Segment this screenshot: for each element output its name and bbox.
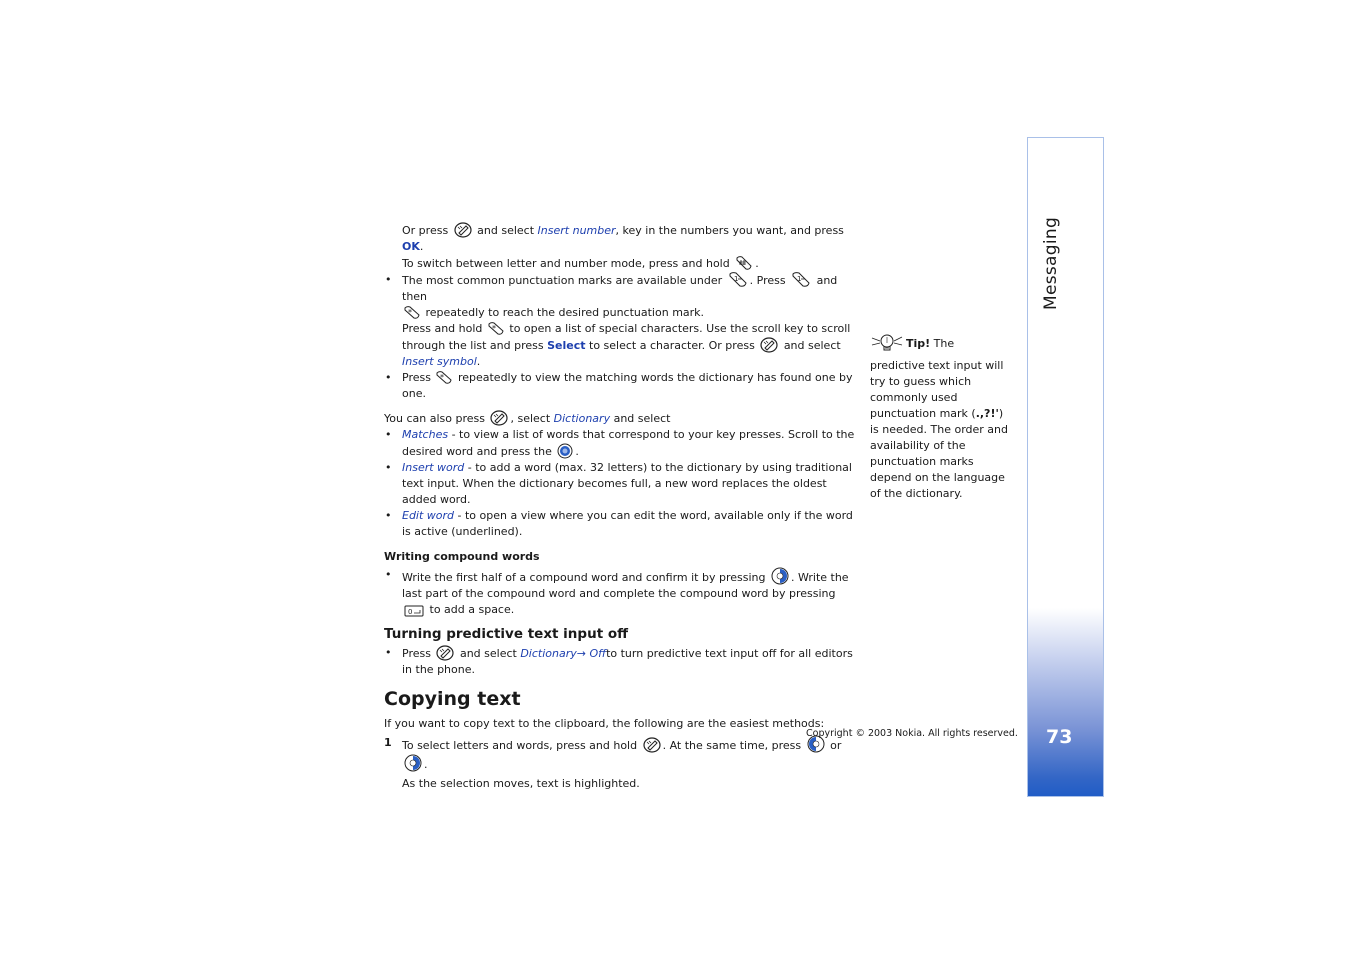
lightbulb-icon (870, 333, 904, 358)
star-key-icon (436, 371, 452, 385)
main-content (384, 222, 856, 792)
list-item: • Edit word - to open a view where you can edit the word, available only if the word is active (underlined). (384, 508, 856, 540)
pencil-key-icon (760, 337, 778, 353)
tip-box: Tip! The predictive text input will try to guess which commonly used punctuation mark (.,?!') is needed. The order and availability of the punctuation marks depend on the language of the dictionary. (870, 333, 1011, 502)
numbered-step: 1 To select letters and words, press and hold . At the same time, press or . As the selection moves, text is highlighted. (384, 735, 856, 792)
svg-text:1: 1 (733, 275, 739, 283)
zero-key-icon (404, 605, 424, 617)
paragraph-special-characters: Press and hold * to open a list of special characters. Use the scroll key to scroll through the list and press Select to select a character. Or press and select Insert symbol. (402, 322, 851, 368)
heading-turning-off: Turning predictive text input off (384, 626, 629, 642)
list-item: • Matches - to view a list of words that correspond to your key presses. Scroll to the desired word and press the . (384, 427, 856, 460)
svg-text:1: 1 (797, 275, 802, 283)
one-key-icon (728, 272, 748, 288)
heading-compound-words: Writing compound words (384, 550, 540, 563)
pencil-key-icon (454, 222, 472, 238)
joystick-right-icon (771, 567, 789, 585)
list-item: • Press * repeatedly to view the matching words the dictionary has found one by one. (384, 370, 856, 402)
pencil-key-icon (436, 645, 454, 661)
svg-text:0: 0 (408, 608, 413, 616)
paragraph-switch-mode: To switch between letter and number mode, press and hold . (402, 257, 759, 270)
scroll-key-icon (557, 443, 573, 459)
paragraph-insert-number: Or press and select Insert number, key in the numbers you want, and press OK. (402, 224, 844, 253)
pencil-key-icon (490, 410, 508, 426)
copyright-footer: Copyright © 2003 Nokia. All rights reserved. (806, 728, 1018, 739)
star-key-icon (488, 322, 504, 336)
list-item: • Insert word - to add a word (max. 32 letters) to the dictionary by using traditional text input. When the dictionary becomes full, a new word replaces the oldest added word. (384, 460, 856, 508)
star-key-icon (404, 306, 420, 320)
paragraph-also-press: You can also press , select Dictionary and select (384, 412, 671, 425)
svg-text:*: * (408, 308, 412, 317)
paragraph-copy-intro: If you want to copy text to the clipboard, the following are the easiest methods: (384, 717, 825, 730)
one-key-icon (791, 272, 811, 288)
list-item: • Write the first half of a compound word and confirm it by pressing . Write the last part of the compound word and complete the compound word by pressing 0 to add a space. (384, 567, 856, 618)
page-number: 73 (1046, 726, 1073, 748)
hash-key-icon (735, 255, 753, 271)
list-item: • The most common punctuation marks are available under 1 . Press 1 and then * repeatedly to reach the desired punctuation mark. (384, 272, 856, 321)
pencil-key-icon (643, 737, 661, 753)
heading-copying-text: Copying text (384, 688, 521, 710)
list-item: • Press and select Dictionary→ Offto turn predictive text input off for all editors in the phone. (384, 645, 856, 678)
svg-text:*: * (440, 373, 445, 382)
section-tab (1027, 137, 1104, 797)
joystick-right-icon (404, 754, 422, 772)
step-note: As the selection moves, text is highlighted. (402, 777, 640, 790)
svg-text:*: * (491, 324, 496, 333)
